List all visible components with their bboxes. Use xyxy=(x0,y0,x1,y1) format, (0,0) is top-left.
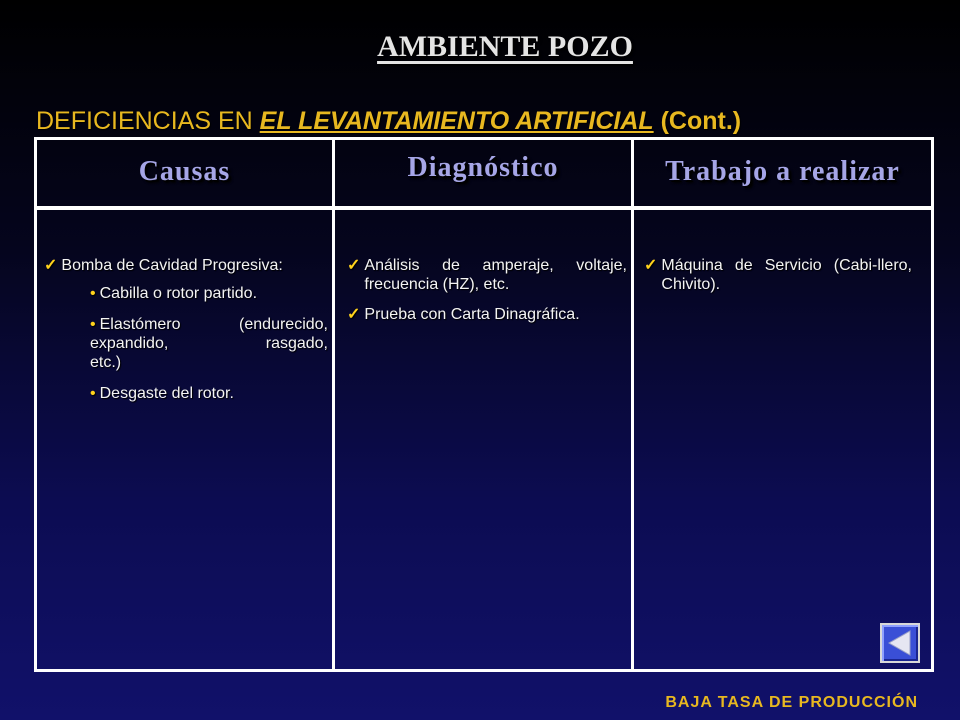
back-button[interactable] xyxy=(880,623,920,663)
list-item xyxy=(347,256,627,294)
slide-title: AMBIENTE POZO xyxy=(377,30,633,63)
check-icon: ✓ xyxy=(644,257,658,274)
bullet-icon: • xyxy=(90,285,96,302)
subtitle-prefix: DEFICIENCIAS EN xyxy=(36,107,260,135)
header-causas: Causas xyxy=(138,156,231,187)
causas-subitem-label: Desgaste del rotor. xyxy=(99,385,234,402)
footer-label: BAJA TASA DE PRODUCCIÓN xyxy=(665,694,918,711)
diagnostico-item-label: Prueba con Carta Dinagráfica. xyxy=(364,306,580,323)
back-arrow-icon xyxy=(886,629,914,657)
causas-item-label: Bomba de Cavidad Progresiva: xyxy=(61,257,283,274)
header-diagnostico: Diagnóstico xyxy=(407,152,559,183)
causas-subitem-label: Cabilla o rotor partido. xyxy=(99,285,258,302)
trabajo-content xyxy=(644,256,912,294)
table-header-divider xyxy=(34,206,934,210)
table-border-left xyxy=(34,137,37,672)
causas-subitem-label: Elastómero (endurecido, expandido, rasgado, etc.) xyxy=(90,316,328,371)
subtitle-suffix: (Cont.) xyxy=(653,107,742,135)
header-trabajo: Trabajo a realizar xyxy=(665,156,900,187)
check-icon: ✓ xyxy=(44,257,58,274)
list-item xyxy=(347,305,627,324)
subtitle-emphasis: EL LEVANTAMIENTO ARTIFICIAL xyxy=(259,107,654,135)
table-border-right xyxy=(931,137,934,672)
sub-list-item xyxy=(44,384,328,403)
check-icon: ✓ xyxy=(347,306,361,323)
list-item xyxy=(644,256,912,294)
trabajo-item-label: Máquina de Servicio (Cabi-llero, Chivito). xyxy=(661,257,912,293)
table-border-bottom xyxy=(34,669,934,672)
table-column-divider-2 xyxy=(631,137,634,672)
diagnostico-content xyxy=(347,256,627,324)
check-icon: ✓ xyxy=(347,257,361,274)
sub-list-item xyxy=(44,315,328,372)
list-item xyxy=(44,256,328,275)
bullet-icon: • xyxy=(90,316,96,333)
diagnostico-item-label: Análisis de amperaje, voltaje, frecuencia (HZ), etc. xyxy=(364,257,627,293)
bullet-icon: • xyxy=(90,385,96,402)
table-column-divider-1 xyxy=(332,137,335,672)
table-border-top xyxy=(34,137,934,140)
sub-list-item xyxy=(44,284,328,303)
slide-subtitle xyxy=(36,107,741,136)
causas-content xyxy=(44,256,328,403)
